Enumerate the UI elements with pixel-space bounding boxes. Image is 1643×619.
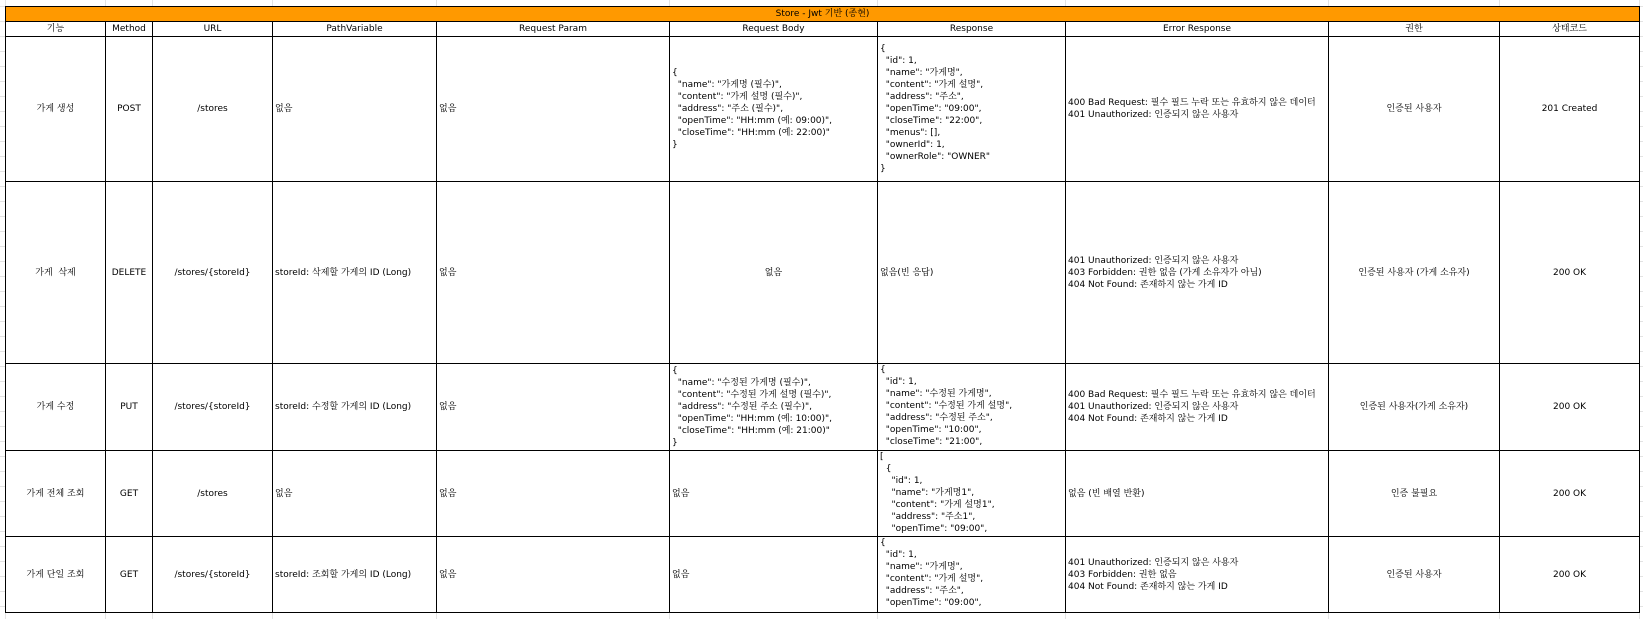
header-request-body[interactable]: Request Body [670,22,878,37]
cell-path-variable[interactable]: 없음 [273,451,437,537]
header-method[interactable]: Method [106,22,153,37]
cell-feature[interactable]: 가게 생성 [6,37,106,182]
table-row [6,537,1640,613]
cell-url[interactable]: /stores/{storeId} [153,182,273,364]
cell-feature[interactable]: 가게 전체 조회 [6,451,106,537]
cell-request-param[interactable]: 없음 [437,537,670,613]
cell-feature[interactable]: 가게 단일 조회 [6,537,106,613]
cell-url[interactable]: /stores/{storeId} [153,364,273,451]
cell-url[interactable]: /stores [153,451,273,537]
cell-error-response[interactable]: 400 Bad Request: 필수 필드 누락 또는 유효하지 않은 데이터 401 Unauthorized: 인증되지 않은 사용자 404 Not Found: 존재하지 않는 가게 ID [1066,364,1329,451]
cell-url[interactable]: /stores [153,37,273,182]
cell-url[interactable]: /stores/{storeId} [153,537,273,613]
header-feature[interactable]: 기능 [6,22,106,37]
title-row [6,7,1640,22]
cell-status-code[interactable]: 200 OK [1500,182,1640,364]
cell-request-param[interactable]: 없음 [437,451,670,537]
cell-response[interactable]: { "id": 1, "name": "수정된 가게명", "content": "수정된 가게 설명", "address": "수정된 주소", "openTime": "10:00", "closeTime": "21:00", [878,364,1066,451]
cell-error-response[interactable]: 401 Unauthorized: 인증되지 않은 사용자 403 Forbidden: 권한 없음 404 Not Found: 존재하지 않는 가게 ID [1066,537,1329,613]
cell-permission[interactable]: 인증 불필요 [1329,451,1500,537]
table-row [6,37,1640,182]
header-path-variable[interactable]: PathVariable [273,22,437,37]
cell-request-body[interactable]: 없음 [670,537,878,613]
cell-method[interactable]: GET [106,451,153,537]
cell-method[interactable]: DELETE [106,182,153,364]
header-status-code[interactable]: 상태코드 [1500,22,1640,37]
cell-request-param[interactable]: 없음 [437,37,670,182]
header-response[interactable]: Response [878,22,1066,37]
cell-request-body[interactable]: { "name": "수정된 가게명 (필수)", "content": "수정된 가게 설명 (필수)", "address": "수정된 주소 (필수)", "openTime": "HH:mm (예: 10:00)", "closeTime": "HH:mm (예: 21:00)" } [670,364,878,451]
cell-status-code[interactable]: 200 OK [1500,537,1640,613]
cell-permission[interactable]: 인증된 사용자 (가게 소유자) [1329,182,1500,364]
cell-status-code[interactable]: 201 Created [1500,37,1640,182]
table-row [6,182,1640,364]
cell-error-response[interactable]: 400 Bad Request: 필수 필드 누락 또는 유효하지 않은 데이터 401 Unauthorized: 인증되지 않은 사용자 [1066,37,1329,182]
api-spec-table [5,6,1640,613]
cell-request-body[interactable]: 없음 [670,451,878,537]
cell-path-variable[interactable]: 없음 [273,37,437,182]
header-request-param[interactable]: Request Param [437,22,670,37]
cell-request-body[interactable]: 없음 [670,182,878,364]
cell-response[interactable]: [ { "id": 1, "name": "가게명1", "content": "가게 설명1", "address": "주소1", "openTime": "09:00", [878,451,1066,537]
cell-status-code[interactable]: 200 OK [1500,364,1640,451]
sheet-title[interactable]: Store - Jwt 기반 (종현) [6,7,1640,22]
header-url[interactable]: URL [153,22,273,37]
cell-response[interactable]: 없음(빈 응답) [878,182,1066,364]
cell-permission[interactable]: 인증된 사용자 [1329,37,1500,182]
cell-response[interactable]: { "id": 1, "name": "가게명", "content": "가게 설명", "address": "주소", "openTime": "09:00", "closeTime": "22:00", "menus": [], "ownerId": 1, "ownerRole": "OWNER" } [878,37,1066,182]
header-permission[interactable]: 권한 [1329,22,1500,37]
cell-method[interactable]: POST [106,37,153,182]
cell-path-variable[interactable]: storeId: 삭제할 가게의 ID (Long) [273,182,437,364]
cell-path-variable[interactable]: storeId: 수정할 가게의 ID (Long) [273,364,437,451]
cell-status-code[interactable]: 200 OK [1500,451,1640,537]
header-row [6,22,1640,37]
cell-path-variable[interactable]: storeId: 조회할 가게의 ID (Long) [273,537,437,613]
cell-response[interactable]: { "id": 1, "name": "가게명", "content": "가게 설명", "address": "주소", "openTime": "09:00", [878,537,1066,613]
cell-method[interactable]: GET [106,537,153,613]
table-row [6,364,1640,451]
cell-request-param[interactable]: 없음 [437,364,670,451]
cell-method[interactable]: PUT [106,364,153,451]
cell-request-body[interactable]: { "name": "가게명 (필수)", "content": "가게 설명 (필수)", "address": "주소 (필수)", "openTime": "HH:mm (예: 09:00)", "closeTime": "HH:mm (예: 22:00)" } [670,37,878,182]
cell-request-param[interactable]: 없음 [437,182,670,364]
header-error-response[interactable]: Error Response [1066,22,1329,37]
cell-error-response[interactable]: 없음 (빈 배열 반환) [1066,451,1329,537]
cell-feature[interactable]: 가게 삭제 [6,182,106,364]
cell-permission[interactable]: 인증된 사용자 [1329,537,1500,613]
cell-permission[interactable]: 인증된 사용자(가게 소유자) [1329,364,1500,451]
cell-feature[interactable]: 가게 수정 [6,364,106,451]
table-row [6,451,1640,537]
cell-error-response[interactable]: 401 Unauthorized: 인증되지 않은 사용자 403 Forbidden: 권한 없음 (가게 소유자가 아님) 404 Not Found: 존재하지 않는 가게 ID [1066,182,1329,364]
